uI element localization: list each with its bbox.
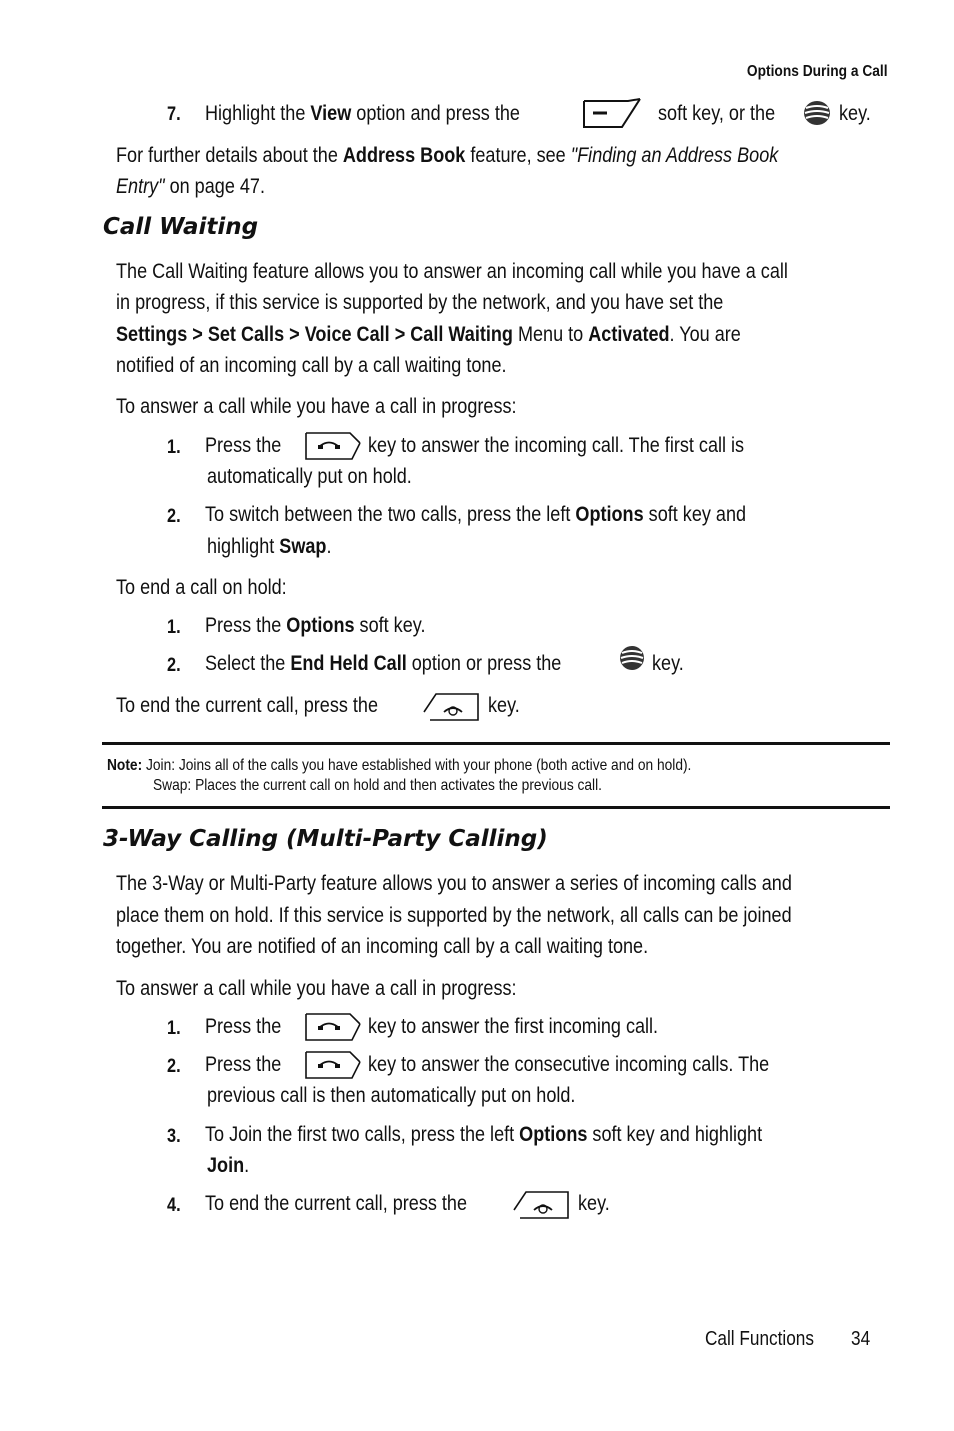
section-heading-3-way-calling: 3-Way Calling (Multi-Party Calling) — [103, 826, 548, 852]
bold-text: Options — [575, 503, 644, 526]
bold-text: End Held Call — [290, 652, 407, 675]
cross-reference-link[interactable]: Entry" — [116, 175, 165, 198]
text: soft key. — [354, 614, 426, 637]
step-number: 2. — [167, 655, 181, 676]
text: To switch between the two calls, press the left — [205, 503, 576, 526]
step-text: key. — [652, 652, 684, 675]
bold-text: Activated — [588, 323, 670, 346]
bold-text: Join — [207, 1154, 245, 1177]
send-key-icon — [302, 1011, 362, 1043]
step-number: 2. — [167, 506, 181, 527]
end-current-line-b: key. — [488, 694, 520, 717]
step-text — [207, 531, 331, 562]
step-text: key to answer the consecutive incoming calls. The — [368, 1053, 770, 1076]
step-text: key to answer the incoming call. The first call is — [368, 434, 745, 457]
paragraph-line: The 3-Way or Multi-Party feature allows you to answer a series of incoming calls and — [116, 872, 792, 895]
text: . — [244, 1154, 250, 1177]
step-text: automatically put on hold. — [207, 465, 412, 488]
intro-line: To answer a call while you have a call in progress: — [116, 395, 517, 418]
step-text — [205, 499, 746, 530]
intro-line: To answer a call while you have a call in progress: — [116, 977, 517, 1000]
section-heading-call-waiting: Call Waiting — [103, 214, 259, 240]
step-number: 2. — [167, 1056, 181, 1077]
bold-text: Address Book — [342, 144, 466, 167]
text: option or press the — [406, 652, 562, 675]
step-text: previous call is then automatically put on hold. — [207, 1084, 576, 1107]
paragraph-line: place them on hold. If this service is supported by the network, all calls can be joined — [116, 904, 792, 927]
text: soft key and — [643, 503, 747, 526]
text: . You are — [669, 323, 741, 346]
running-header — [747, 63, 888, 81]
step-number: 4. — [167, 1195, 181, 1216]
step-number: 1. — [167, 1018, 181, 1039]
end-key-icon — [422, 690, 482, 726]
intro-line: To end a call on hold: — [116, 576, 287, 599]
step-text — [205, 648, 561, 679]
text: soft key, or the — [658, 102, 776, 125]
text: on page 47. — [164, 175, 265, 198]
note-label: Note: — [107, 757, 143, 774]
step-number: 1. — [167, 437, 181, 458]
text: feature, see — [465, 144, 571, 167]
step-text: Press the — [205, 1053, 282, 1076]
running-header-text: Options During a Call — [747, 63, 888, 80]
bold-text: Options — [286, 614, 355, 637]
send-key-icon — [302, 430, 362, 462]
bold-text: View — [310, 102, 352, 125]
step-number: 3. — [167, 1126, 181, 1147]
paragraph-line: notified of an incoming call by a call waiting tone. — [116, 354, 507, 377]
paragraph-line — [116, 319, 741, 350]
step-7-text-c — [839, 98, 871, 129]
menu-path: Settings > Set Calls > Voice Call > Call Waiting — [116, 323, 513, 346]
note-bottom-rule — [102, 806, 890, 809]
end-current-line: To end the current call, press the — [116, 694, 379, 717]
cross-reference-link[interactable]: "Finding an Address Book — [570, 144, 779, 167]
note-text: Join: Joins all of the calls you have established with your phone (both active and on hold). — [145, 757, 692, 774]
step-text: key. — [578, 1192, 610, 1215]
paragraph-line: The Call Waiting feature allows you to answer an incoming call while you have a call — [116, 260, 788, 283]
paragraph-line: together. You are notified of an incoming call by a call waiting tone. — [116, 935, 649, 958]
text: Press the — [205, 614, 287, 637]
further-details-line-1 — [116, 140, 778, 171]
text: Menu to — [512, 323, 589, 346]
text: . — [326, 535, 332, 558]
note-line-2: Swap: Places the current call on hold and then activates the previous call. — [153, 777, 602, 794]
step-text — [205, 610, 425, 641]
text: soft key and highlight — [587, 1123, 763, 1146]
paragraph-line: in progress, if this service is supported by the network, and you have set the — [116, 291, 724, 314]
bold-text: Swap — [279, 535, 327, 558]
end-key-icon — [512, 1188, 572, 1224]
step-7-text-b — [658, 98, 775, 129]
footer-section: Call Functions — [705, 1328, 814, 1350]
text: For further details about the — [116, 144, 343, 167]
left-soft-key-icon — [580, 97, 644, 131]
text: key. — [839, 102, 871, 125]
send-key-icon — [302, 1049, 362, 1081]
step-text: To end the current call, press the — [205, 1192, 468, 1215]
text: Highlight the — [205, 102, 311, 125]
step-number: 7. — [167, 104, 181, 125]
text: To Join the first two calls, press the left — [205, 1123, 520, 1146]
bold-text: Options — [519, 1123, 588, 1146]
step-text: Press the — [205, 1015, 282, 1038]
att-globe-key-icon — [802, 100, 832, 126]
step-7-text — [205, 98, 520, 129]
step-text: key to answer the first incoming call. — [368, 1015, 659, 1038]
step-text — [207, 1150, 249, 1181]
note-top-rule — [102, 742, 890, 745]
step-number: 1. — [167, 617, 181, 638]
step-text: Press the — [205, 434, 282, 457]
page-number: 34 — [851, 1328, 871, 1350]
step-text — [205, 1119, 762, 1150]
text: Select the — [205, 652, 291, 675]
note-line-1 — [107, 756, 691, 776]
text: highlight — [207, 535, 280, 558]
further-details-line-2 — [116, 171, 265, 202]
text: option and press the — [351, 102, 520, 125]
att-globe-key-icon — [618, 645, 646, 671]
